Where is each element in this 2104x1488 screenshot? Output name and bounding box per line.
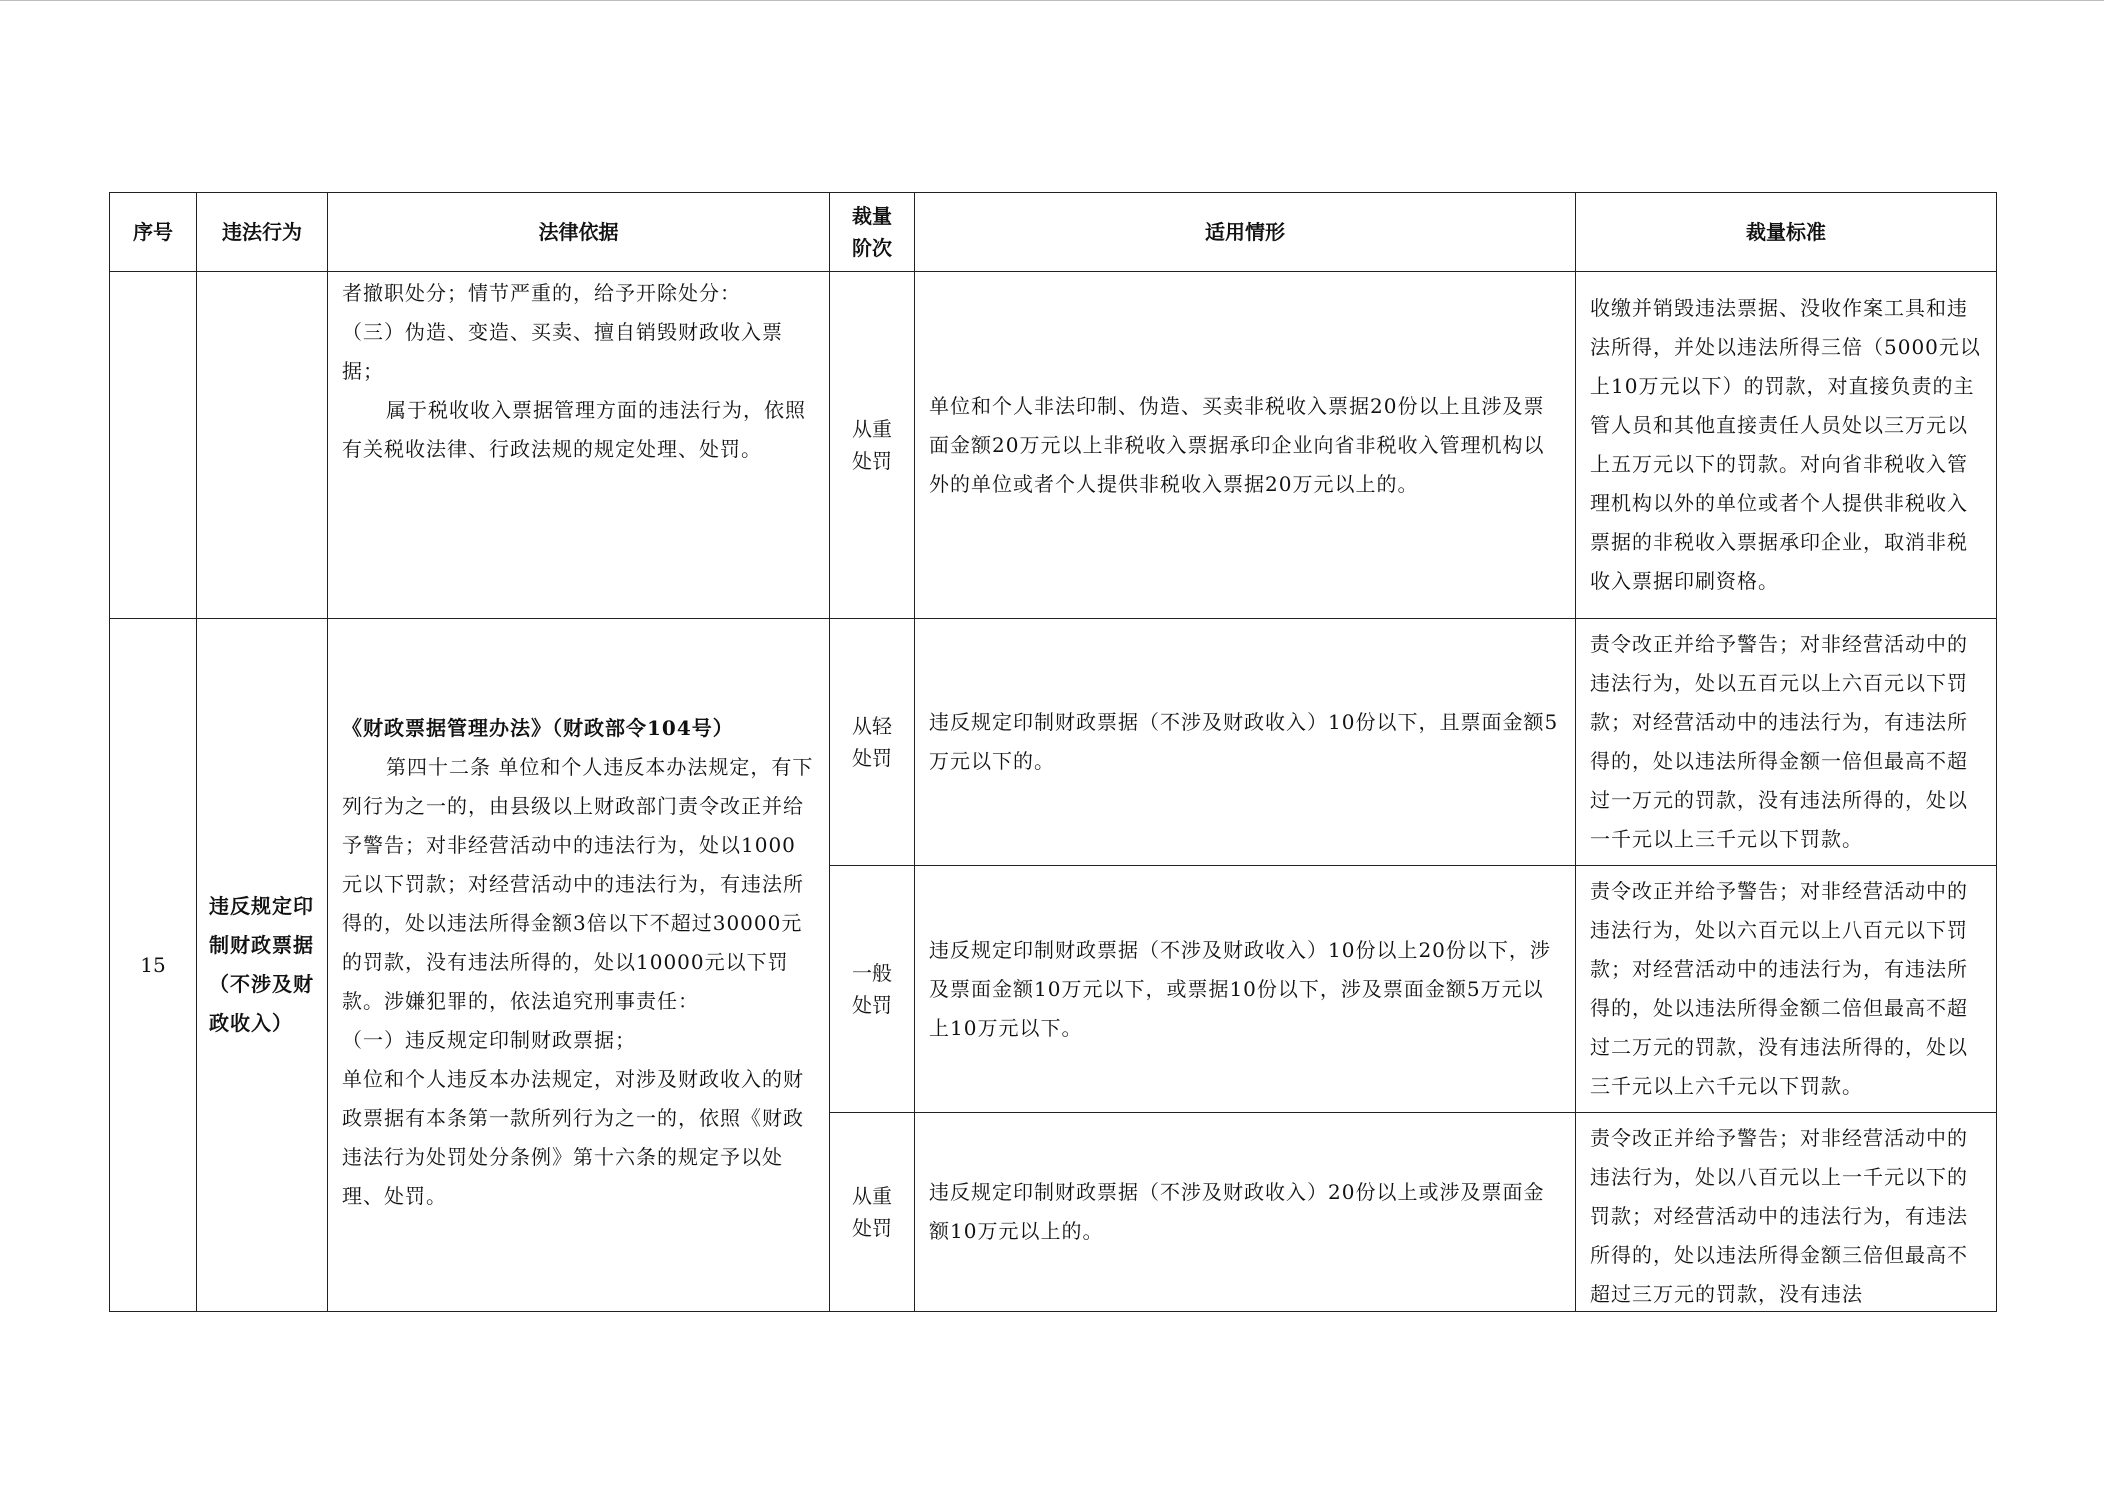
row-level — [830, 619, 915, 866]
level-text: 一般 处罚 — [852, 961, 892, 1017]
row-level — [830, 1113, 915, 1312]
table-header-row — [110, 193, 1997, 272]
row-seq — [110, 272, 197, 619]
legal-basis-line: （三）伪造、变造、买卖、擅自销毁财政收入票据； — [342, 320, 783, 383]
legal-basis-line: 单位和个人违反本办法规定，对涉及财政收入的财政票据有本条第一款所列行为之一的，依照《财政违法行为处罚处分条例》第十六条的规定予以处理、处罚。 — [342, 1066, 804, 1208]
row-violation — [197, 272, 328, 619]
row-standard — [1576, 272, 1997, 619]
header-legal-basis: 法律依据 — [328, 193, 830, 272]
standard-text: 收缴并销毁违法票据、没收作案工具和违法所得，并处以违法所得三倍（5000元以上10万元以下）的罚款，对直接负责的主管人员和其他直接责任人员处以三万元以上五万元以下的罚款。对向省非税收入管理机构以外的单位或者个人提供非税收入票据的非税收入票据承印企业，取消非税收入票据印刷资格。 — [1590, 296, 1981, 593]
situation-text: 违反规定印制财政票据（不涉及财政收入）20份以上或涉及票面金额10万元以上的。 — [929, 1180, 1545, 1243]
violation-text: 违反规定印制财政票据（不涉及财政收入） — [209, 894, 314, 1035]
standard-text: 责令改正并给予警告；对非经营活动中的违法行为，处以六百元以上八百元以下罚款；对经营活动中的违法行为，有违法所得的，处以违法所得金额二倍但最高不超过二万元的罚款，没有违法所得的，处以三千元以上六千元以下罚款。 — [1590, 879, 1968, 1098]
level-text: 从重 处罚 — [852, 1184, 892, 1240]
row-seq: 15 — [110, 619, 197, 1312]
row-legal-basis — [328, 272, 830, 619]
row-standard — [1576, 619, 1997, 866]
header-level — [830, 193, 915, 272]
row-level — [830, 272, 915, 619]
situation-text: 单位和个人非法印制、伪造、买卖非税收入票据20份以上且涉及票面金额20万元以上非税收入票据承印企业向省非税收入管理机构以外的单位或者个人提供非税收入票据20万元以上的。 — [929, 393, 1545, 496]
row-situation — [915, 1113, 1576, 1312]
level-text: 从轻 处罚 — [852, 714, 892, 770]
table-row — [110, 619, 1997, 866]
header-situation: 适用情形 — [915, 193, 1576, 272]
row-standard — [1576, 1113, 1997, 1312]
row-level — [830, 866, 915, 1113]
standard-text: 责令改正并给予警告；对非经营活动中的违法行为，处以八百元以上一千元以下的罚款；对经营活动中的违法行为，有违法所得的，处以违法所得金额三倍但最高不超过三万元的罚款，没有违法 — [1590, 1126, 1968, 1306]
header-standard: 裁量标准 — [1576, 193, 1997, 272]
header-violation: 违法行为 — [197, 193, 328, 272]
legal-basis-line: 属于税收收入票据管理方面的违法行为，依照有关税收法律、行政法规的规定处理、处罚。 — [342, 398, 806, 461]
standard-text: 责令改正并给予警告；对非经营活动中的违法行为，处以五百元以上六百元以下罚款；对经营活动中的违法行为，有违法所得的，处以违法所得金额一倍但最高不超过一万元的罚款，没有违法所得的，处以一千元以上三千元以下罚款。 — [1590, 632, 1968, 851]
table-row — [110, 272, 1997, 619]
legal-basis-line: （一）违反规定印制财政票据； — [342, 1027, 636, 1052]
legal-basis-title: 《财政票据管理办法》（财政部令104号） — [342, 715, 734, 740]
legal-basis-line: 者撤职处分；情节严重的，给予开除处分： — [342, 281, 741, 305]
situation-text: 违反规定印制财政票据（不涉及财政收入）10份以下，且票面金额5万元以下的。 — [929, 710, 1559, 773]
discretion-standard-table — [109, 192, 1997, 1312]
header-level-text: 裁量 阶次 — [852, 204, 892, 260]
page-top-edge — [0, 0, 2104, 1]
row-situation — [915, 272, 1576, 619]
row-standard — [1576, 866, 1997, 1113]
level-text: 从重 处罚 — [852, 417, 892, 473]
row-situation — [915, 866, 1576, 1113]
situation-text: 违反规定印制财政票据（不涉及财政收入）10份以上20份以下，涉及票面金额10万元以下，或票据10份以下，涉及票面金额5万元以上10万元以下。 — [929, 937, 1551, 1040]
legal-basis-line: 第四十二条 单位和个人违反本办法规定，有下列行为之一的，由县级以上财政部门责令改正并给予警告；对非经营活动中的违法行为，处以1000元以下罚款；对经营活动中的违法行为，有违法所得的，处以违法所得金额3倍以下不超过30000元的罚款，没有违法所得的，处以10000元以下罚款。涉嫌犯罪的，依法追究刑事责任： — [342, 754, 814, 1013]
row-violation — [197, 619, 328, 1312]
row-legal-basis — [328, 619, 830, 1312]
row-situation — [915, 619, 1576, 866]
header-seq: 序号 — [110, 193, 197, 272]
